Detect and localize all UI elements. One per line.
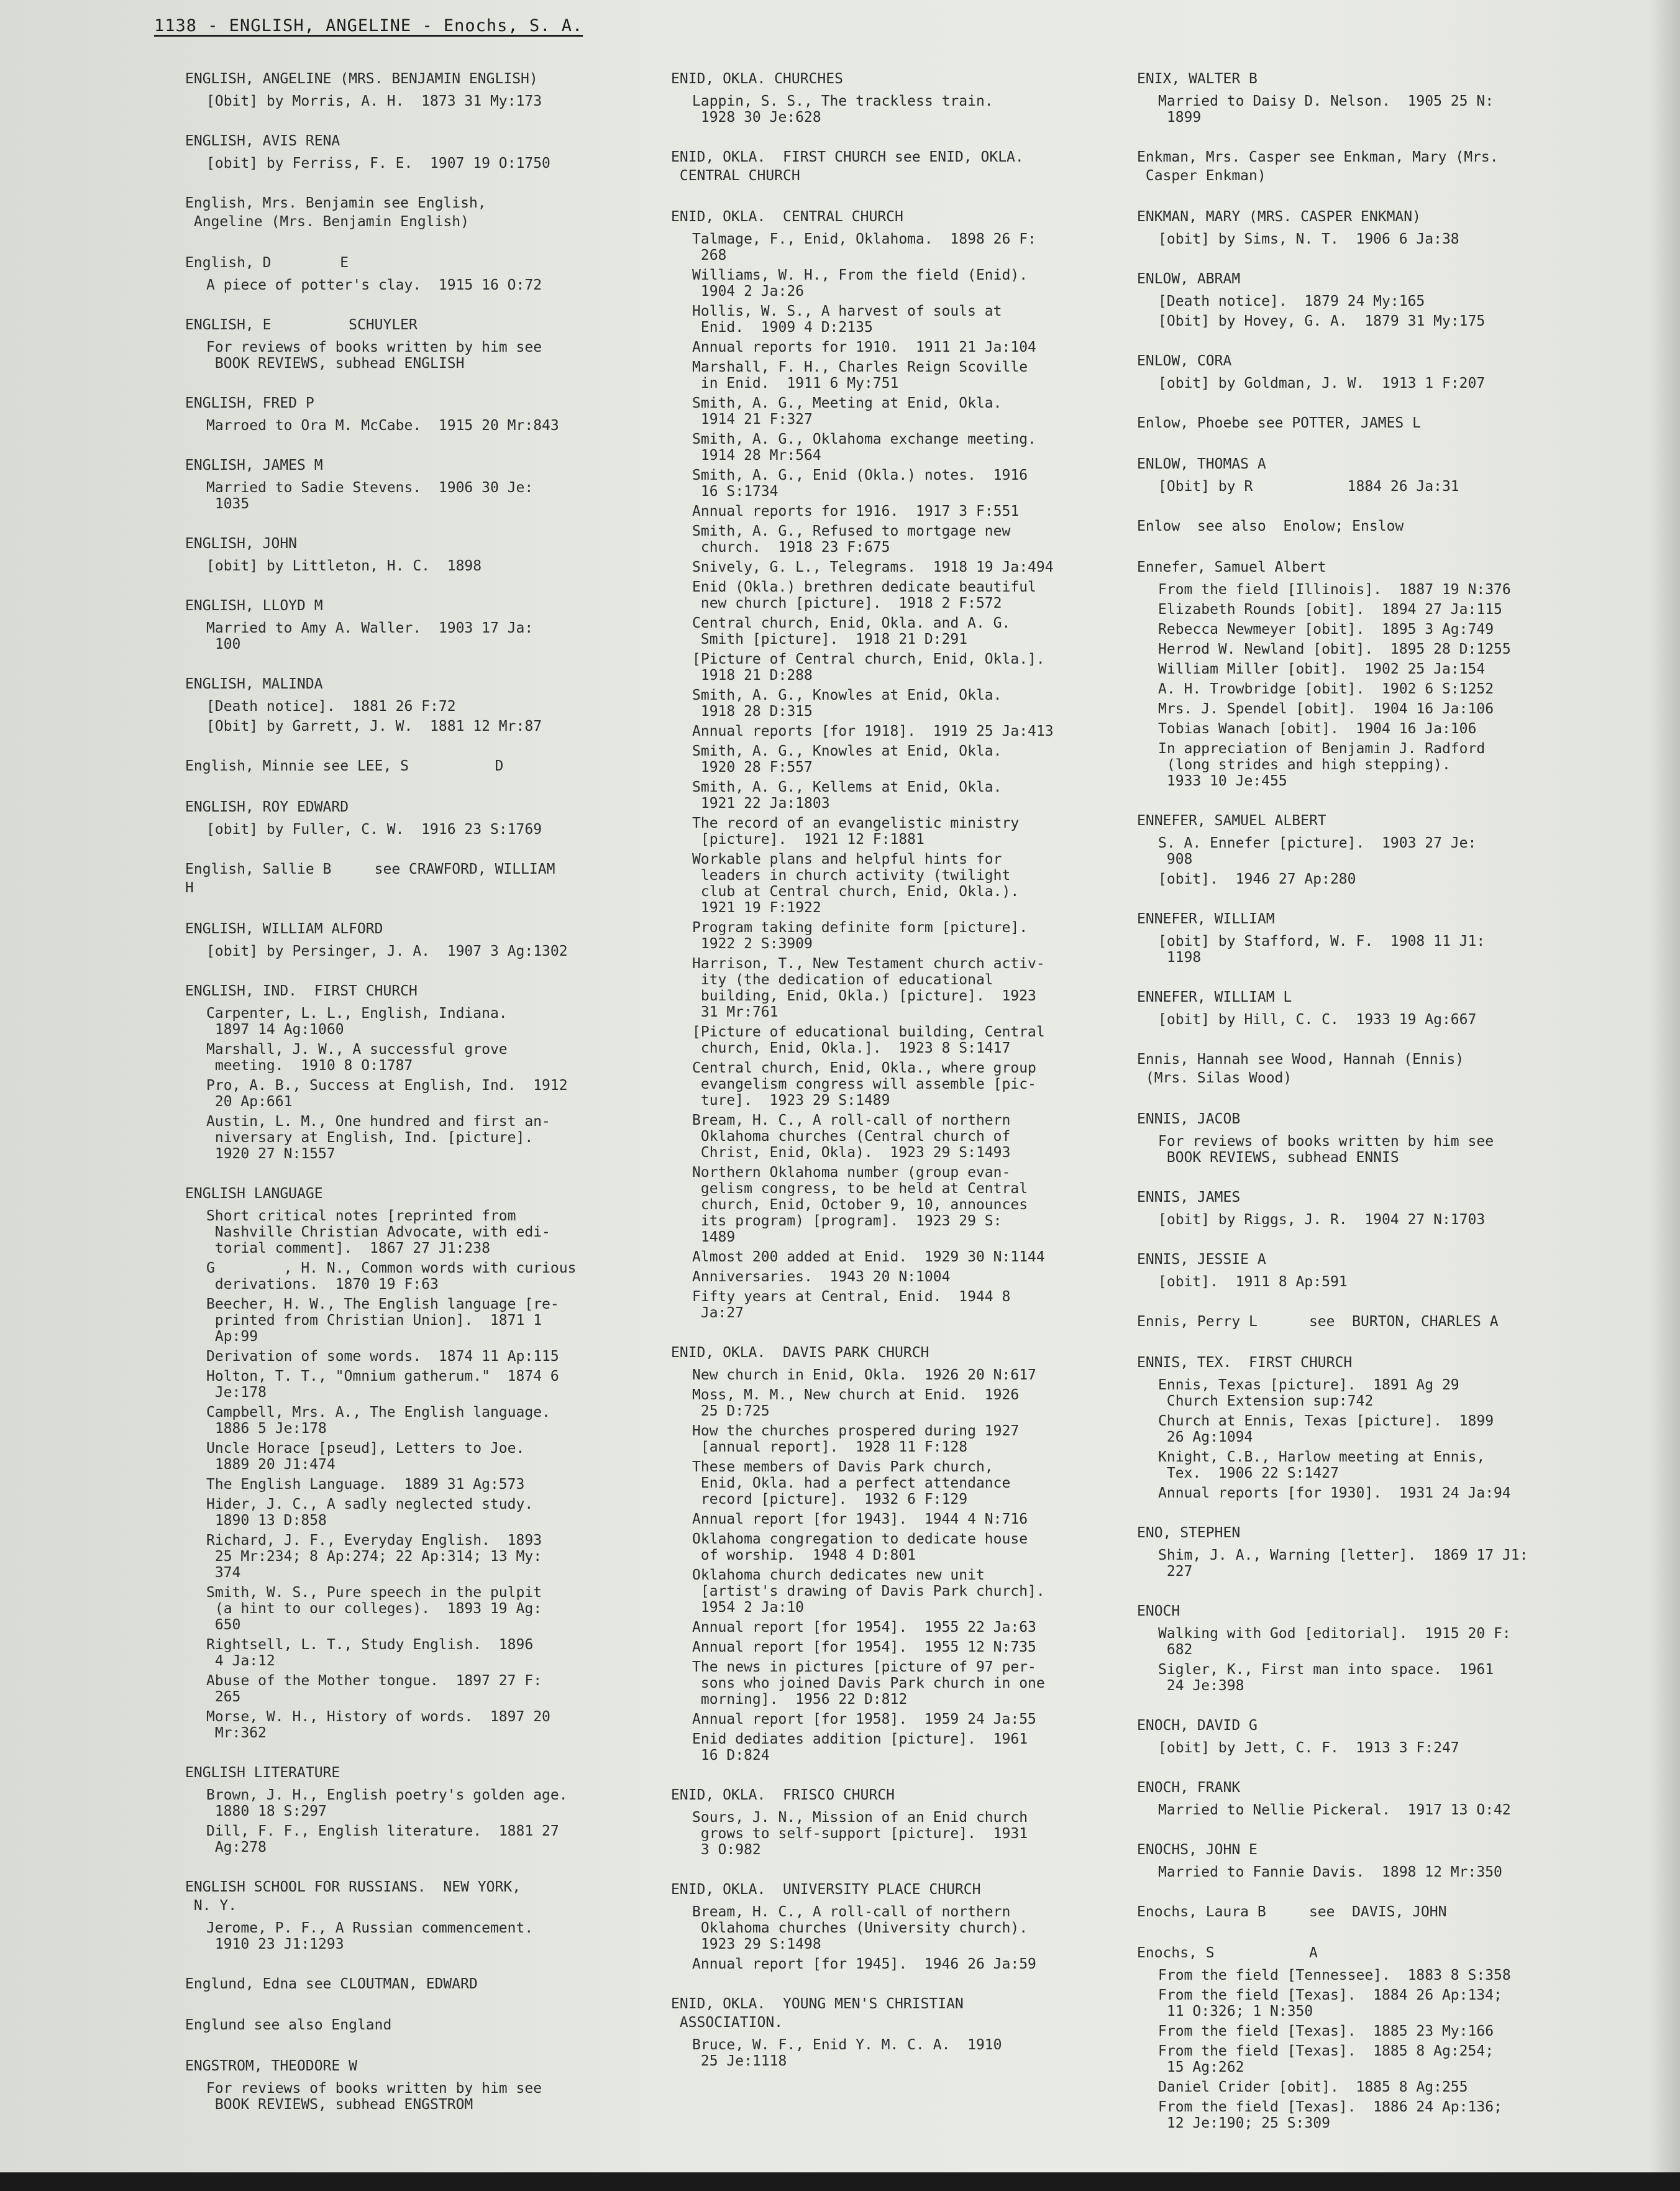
index-entry (185, 316, 657, 372)
entry-heading: ENGLISH, JAMES M (185, 457, 323, 473)
entry-heading: ENOCH, DAVID G (1137, 1718, 1258, 1734)
citation-line: Annual report [for 1945]. 1946 26 Ja:59 (692, 1956, 1036, 1972)
citation-line: A. H. Trowbridge [obit]. 1902 6 S:1252 (1158, 681, 1494, 697)
entry-heading: ENNEFER, WILLIAM L (1137, 989, 1292, 1005)
citation-line: New church in Enid, Okla. 1926 20 N:617 (692, 1367, 1036, 1383)
index-entry (185, 1763, 657, 1855)
entry-heading: ENOCH, FRANK (1137, 1780, 1241, 1796)
citation-line: Anniversaries. 1943 20 N:1004 (692, 1269, 951, 1285)
citation-line: Sigler, K., First man into space. 1961 24 Je:398 (1158, 1662, 1494, 1694)
entry-heading: English, Mrs. Benjamin see English, Angeline (Mrs. Benjamin English) (185, 195, 486, 230)
citation-line: Abuse of the Mother tongue. 1897 27 F: 265 (206, 1673, 542, 1705)
citation-line: Ennis, Texas [picture]. 1891 Ag 29 Church Extension sup:742 (1158, 1377, 1459, 1409)
citation-line: The English Language. 1889 31 Ag:573 (206, 1476, 525, 1493)
entry-heading: English, D E (185, 255, 349, 271)
citation-line: Holton, T. T., "Omnium gatherum." 1874 6 Je:178 (206, 1368, 559, 1401)
index-entry (185, 597, 657, 652)
entry-heading: Enkman, Mrs. Casper see Enkman, Mary (Mrs. Casper Enkman) (1137, 149, 1499, 184)
entry-heading: ENLOW, CORA (1137, 353, 1232, 369)
index-entry (671, 208, 1143, 1321)
index-entry (185, 1975, 657, 1993)
index-entry (1137, 1312, 1628, 1331)
entry-heading: ENIX, WALTER B (1137, 71, 1258, 87)
index-entry (185, 254, 657, 293)
index-column-2 (671, 70, 1143, 2092)
citation-line: [Obit] by R 1884 26 Ja:31 (1158, 478, 1459, 495)
citation-line: From the field [Texas]. 1884 26 Ap:134; 11 O:326; 1 N:350 (1158, 1987, 1502, 2019)
citation-line: Uncle Horace [pseud], Letters to Joe. 1889 20 J1:474 (206, 1440, 525, 1473)
citation-line: Smith, W. S., Pure speech in the pulpit (a hint to our colleges). 1893 19 Ag: 650 (206, 1585, 542, 1633)
citation-line: Fifty years at Central, Enid. 1944 8 Ja:27 (692, 1289, 1011, 1321)
index-entry (185, 982, 657, 1162)
citation-line: Married to Sadie Stevens. 1906 30 Je: 1035 (206, 480, 534, 512)
citation-line: A piece of potter's clay. 1915 16 O:72 (206, 277, 542, 293)
citation-line: Jerome, P. F., A Russian commencement. 1910 23 J1:1293 (206, 1920, 534, 1952)
citation-line: [obit] by Littleton, H. C. 1898 (206, 558, 482, 574)
citation-line: From the field [Texas]. 1885 23 My:166 (1158, 2023, 1494, 2039)
entry-heading: ENID, OKLA. CENTRAL CHURCH (671, 209, 903, 225)
entry-heading: English, Minnie see LEE, S D (185, 758, 504, 774)
entry-heading: ENNIS, JACOB (1137, 1111, 1241, 1127)
index-entry (185, 920, 657, 959)
citation-line: Herrod W. Newland [obit]. 1895 28 D:1255 (1158, 641, 1511, 657)
index-entry (1137, 148, 1628, 185)
citation-line: [obit] by Goldman, J. W. 1913 1 F:207 (1158, 375, 1486, 391)
citation-line: Smith, A. G., Oklahoma exchange meeting. 1914 28 Mr:564 (692, 431, 1036, 464)
citation-line: For reviews of books written by him see BOOK REVIEWS, subhead ENGSTROM (206, 2080, 542, 2113)
index-entry (1137, 1524, 1628, 1580)
citation-line: Bruce, W. F., Enid Y. M. C. A. 1910 25 Je:1118 (692, 2037, 1002, 2069)
citation-line: Northern Oklahoma number (group evan- gelism congress, to be held at Central church, Enid, October 9, 10, announces its program) [program]. 1923 29 S: 1489 (692, 1164, 1028, 1245)
citation-line: Enid (Okla.) brethren dedicate beautiful new church [picture]. 1918 2 F:572 (692, 579, 1036, 611)
index-entry (185, 798, 657, 838)
index-entry (185, 70, 657, 109)
citation-line: Married to Amy A. Waller. 1903 17 Ja: 100 (206, 620, 534, 652)
citation-line: Austin, L. M., One hundred and first an- niversary at English, Ind. [picture]. 1920 27 N:1557 (206, 1114, 550, 1162)
index-entry (1137, 910, 1628, 966)
citation-line: Smith, A. G., Kellems at Enid, Okla. 1921 22 Ja:1803 (692, 779, 1002, 812)
citation-line: Married to Nellie Pickeral. 1917 13 O:42 (1158, 1802, 1511, 1818)
entry-heading: ENLOW, THOMAS A (1137, 456, 1266, 472)
citation-line: [obit] by Riggs, J. R. 1904 27 N:1703 (1158, 1212, 1486, 1228)
citation-line: How the churches prospered during 1927 [annual report]. 1928 11 F:128 (692, 1423, 1020, 1455)
index-entry (1137, 352, 1628, 391)
entry-heading: ENNIS, TEX. FIRST CHURCH (1137, 1355, 1353, 1371)
entry-heading: ENNIS, JAMES (1137, 1189, 1241, 1205)
citation-line: The news in pictures [picture of 97 per- sons who joined Davis Park church in one morning]. 1956 22 D:812 (692, 1659, 1045, 1708)
entry-heading: Enlow, Phoebe see POTTER, JAMES L (1137, 415, 1421, 431)
citation-line: Rightsell, L. T., Study English. 1896 4 Ja:12 (206, 1637, 534, 1669)
citation-line: Walking with God [editorial]. 1915 20 F: 682 (1158, 1626, 1511, 1658)
index-entry (185, 2057, 657, 2113)
citation-line: Oklahoma congregation to dedicate house of worship. 1948 4 D:801 (692, 1531, 1028, 1563)
entry-heading: ENKMAN, MARY (MRS. CASPER ENKMAN) (1137, 209, 1421, 225)
entry-heading: ENNIS, JESSIE A (1137, 1251, 1266, 1268)
citation-line: [obit]. 1946 27 Ap:280 (1158, 871, 1356, 887)
citation-line: From the field [Texas]. 1885 8 Ag:254; 15 Ag:262 (1158, 2043, 1494, 2075)
citation-line: [Picture of Central church, Enid, Okla.]. 1918 21 D:288 (692, 651, 1045, 684)
entry-heading: ENID, OKLA. FIRST CHURCH see ENID, OKLA. CENTRAL CHURCH (671, 149, 1024, 184)
entry-heading: ENGLISH LITERATURE (185, 1765, 340, 1781)
citation-line: Derivation of some words. 1874 11 Ap:115 (206, 1348, 559, 1365)
citation-line: [Obit] by Hovey, G. A. 1879 31 My:175 (1158, 313, 1486, 329)
citation-line: G , H. N., Common words with curious derivations. 1870 19 F:63 (206, 1260, 577, 1292)
index-entry (1137, 70, 1628, 126)
citation-line: Mrs. J. Spendel [obit]. 1904 16 Ja:106 (1158, 701, 1494, 717)
citation-line: Enid dediates addition [picture]. 1961 16 D:824 (692, 1731, 1028, 1763)
citation-line: [Death notice]. 1879 24 My:165 (1158, 293, 1425, 309)
citation-line: Married to Fannie Davis. 1898 12 Mr:350 (1158, 1864, 1502, 1880)
citation-line: Smith, A. G., Refused to mortgage new church. 1918 23 F:675 (692, 523, 1011, 556)
index-entry (1137, 1778, 1628, 1818)
citation-line: [Obit] by Garrett, J. W. 1881 12 Mr:87 (206, 718, 542, 734)
entry-heading: ENGLISH, FRED P (185, 395, 314, 411)
index-entry (185, 675, 657, 734)
citation-line: Annual reports [for 1930]. 1931 24 Ja:94 (1158, 1485, 1511, 1501)
citation-line: From the field [Tennessee]. 1883 8 S:358 (1158, 1967, 1511, 1983)
citation-line: Marshall, J. W., A successful grove meeting. 1910 8 O:1787 (206, 1041, 508, 1074)
citation-line: [obit] by Jett, C. F. 1913 3 F:247 (1158, 1740, 1459, 1756)
index-entry (1137, 517, 1628, 536)
citation-line: Bream, H. C., A roll-call of northern Oklahoma churches (Central church of Christ, Enid, Okla). 1923 29 S:1493 (692, 1112, 1011, 1161)
citation-line: [obit] by Fuller, C. W. 1916 23 S:1769 (206, 821, 542, 838)
entry-heading: ENNEFER, WILLIAM (1137, 911, 1275, 927)
citation-line: Central church, Enid, Okla., where group evangelism congress will assemble [pic- ture]. 1923 29 S:1489 (692, 1060, 1036, 1109)
citation-line: Workable plans and helpful hints for leaders in church activity (twilight club at Central church, Enid, Okla.). 1921 19 F:1922 (692, 851, 1020, 916)
citation-line: [Picture of educational building, Central church, Enid, Okla.]. 1923 8 S:1417 (692, 1024, 1045, 1056)
index-entry (185, 860, 657, 897)
citation-line: Smith, A. G., Knowles at Enid, Okla. 1918 28 D:315 (692, 687, 1002, 720)
citation-line: From the field [Illinois]. 1887 19 N:376 (1158, 582, 1511, 598)
index-entry (185, 2016, 657, 2034)
citation-line: Short critical notes [reprinted from Nashville Christian Advocate, with edi- torial comment]. 1867 27 J1:238 (206, 1208, 550, 1256)
citation-line: Carpenter, L. L., English, Indiana. 1897 14 Ag:1060 (206, 1005, 508, 1038)
citation-line: Daniel Crider [obit]. 1885 8 Ag:255 (1158, 2079, 1468, 2095)
index-entry (1137, 1841, 1628, 1880)
citation-line: S. A. Ennefer [picture]. 1903 27 Je: 908 (1158, 835, 1477, 867)
entry-heading: ENLOW, ABRAM (1137, 271, 1241, 287)
citation-line: [obit] by Stafford, W. F. 1908 11 J1: 1198 (1158, 933, 1486, 966)
citation-line: Brown, J. H., English poetry's golden age. 1880 18 S:297 (206, 1787, 568, 1819)
citation-line: These members of Davis Park church, Enid, Okla. had a perfect attendance record [picture]. 1932 6 F:129 (692, 1459, 1011, 1507)
citation-line: William Miller [obit]. 1902 25 Ja:154 (1158, 661, 1486, 677)
citation-line: Program taking definite form [picture]. 1922 2 S:3909 (692, 920, 1028, 952)
index-entry (185, 757, 657, 775)
citation-line: Shim, J. A., Warning [letter]. 1869 17 J1: 227 (1158, 1547, 1528, 1580)
entry-heading: Ennis, Hannah see Wood, Hannah (Ennis) (Mrs. Silas Wood) (1137, 1051, 1464, 1086)
entry-heading: English, Sallie B see CRAWFORD, WILLIAM H (185, 861, 555, 896)
entry-heading: Enochs, S A (1137, 1945, 1318, 1961)
citation-line: [obit] by Persinger, J. A. 1907 3 Ag:1302 (206, 943, 568, 959)
citation-line: In appreciation of Benjamin J. Radford (long strides and high stepping). 1933 10 Je:455 (1158, 741, 1486, 789)
citation-line: For reviews of books written by him see BOOK REVIEWS, subhead ENGLISH (206, 339, 542, 372)
citation-line: Annual report [for 1958]. 1959 24 Ja:55 (692, 1711, 1036, 1727)
entry-heading: ENGLISH, ANGELINE (MRS. BENJAMIN ENGLISH) (185, 71, 538, 87)
citation-line: Central church, Enid, Okla. and A. G. Smith [picture]. 1918 21 D:291 (692, 615, 1011, 647)
index-entry (1137, 1188, 1628, 1228)
entry-heading: Ennefer, Samuel Albert (1137, 559, 1326, 575)
entry-heading: Englund see also England (185, 2017, 392, 2033)
citation-line: Annual reports [for 1918]. 1919 25 Ja:413 (692, 723, 1054, 739)
index-entry (1137, 1944, 1628, 2131)
citation-line: [obit] by Hill, C. C. 1933 19 Ag:667 (1158, 1012, 1477, 1028)
citation-line: Annual report [for 1943]. 1944 4 N:716 (692, 1511, 1028, 1527)
index-entry (1137, 1602, 1628, 1694)
entry-heading: ENO, STEPHEN (1137, 1525, 1241, 1541)
entry-heading: ENGLISH, MALINDA (185, 676, 323, 692)
index-entry (185, 394, 657, 434)
entry-heading: ENGLISH LANGUAGE (185, 1186, 323, 1202)
entry-heading: ENGLISH, ROY EDWARD (185, 799, 349, 815)
citation-line: Smith, A. G., Knowles at Enid, Okla. 1920 28 F:557 (692, 743, 1002, 775)
citation-line: [Death notice]. 1881 26 F:72 (206, 698, 456, 715)
index-entry (671, 148, 1143, 185)
index-entry (671, 1786, 1143, 1858)
index-entry (185, 1184, 657, 1741)
index-entry (1137, 1050, 1628, 1087)
entry-heading: ENID, OKLA. YOUNG MEN'S CHRISTIAN ASSOCIATION. (671, 1996, 964, 2031)
entry-heading: ENGLISH, JOHN (185, 536, 298, 552)
entry-heading: ENGLISH SCHOOL FOR RUSSIANS. NEW YORK, N. Y. (185, 1879, 521, 1914)
entry-heading: ENGLISH, E SCHUYLER (185, 317, 418, 333)
citation-line: The record of an evangelistic ministry [picture]. 1921 12 F:1881 (692, 815, 1020, 848)
index-entry (671, 1995, 1143, 2069)
index-entry (1137, 208, 1628, 247)
citation-line: Pro, A. B., Success at English, Ind. 1912 20 Ap:661 (206, 1077, 568, 1110)
entry-heading: Enlow see also Enolow; Enslow (1137, 518, 1404, 534)
scan-bottom-border (0, 2172, 1680, 2191)
page-edge-shadow (1650, 0, 1680, 2191)
citation-line: Annual report [for 1954]. 1955 22 Ja:63 (692, 1619, 1036, 1635)
index-column-1 (185, 70, 657, 2135)
citation-line: Talmage, F., Enid, Oklahoma. 1898 26 F: 268 (692, 231, 1036, 263)
citation-line: [obit]. 1911 8 Ap:591 (1158, 1274, 1348, 1290)
index-entry (185, 534, 657, 574)
citation-line: Knight, C.B., Harlow meeting at Ennis, Tex. 1906 22 S:1427 (1158, 1449, 1486, 1481)
index-entry (1137, 270, 1628, 329)
citation-line: Dill, F. F., English literature. 1881 27 Ag:278 (206, 1823, 559, 1855)
citation-line: Annual reports for 1916. 1917 3 F:551 (692, 503, 1020, 519)
citation-line: For reviews of books written by him see BOOK REVIEWS, subhead ENNIS (1158, 1133, 1494, 1166)
index-entry (185, 1878, 657, 1952)
citation-line: [obit] by Ferriss, F. E. 1907 19 O:1750 (206, 155, 550, 172)
citation-line: [Obit] by Morris, A. H. 1873 31 My:173 (206, 93, 542, 109)
index-entry (1137, 1110, 1628, 1166)
citation-line: Smith, A. G., Enid (Okla.) notes. 1916 16 S:1734 (692, 467, 1028, 500)
citation-line: Sours, J. N., Mission of an Enid church grows to self-support [picture]. 1931 3 O:982 (692, 1809, 1028, 1858)
index-entry (1137, 414, 1628, 432)
citation-line: Bream, H. C., A roll-call of northern Oklahoma churches (University church). 1923 29 S:1498 (692, 1904, 1028, 1952)
entry-heading: ENID, OKLA. DAVIS PARK CHURCH (671, 1345, 929, 1361)
citation-line: [obit] by Sims, N. T. 1906 6 Ja:38 (1158, 231, 1459, 247)
index-entry (1137, 1353, 1628, 1501)
citation-line: Beecher, H. W., The English language [re- printed from Christian Union]. 1871 1 Ap:99 (206, 1296, 559, 1345)
citation-line: Moss, M. M., New church at Enid. 1926 25 D:725 (692, 1387, 1020, 1419)
entry-heading: ENGLISH, LLOYD M (185, 598, 323, 614)
entry-heading: ENGLISH, IND. FIRST CHURCH (185, 983, 418, 999)
citation-line: Tobias Wanach [obit]. 1904 16 Ja:106 (1158, 721, 1477, 737)
citation-line: Marroed to Ora M. McCabe. 1915 20 Mr:843 (206, 418, 559, 434)
citation-line: Lappin, S. S., The trackless train. 1928 30 Je:628 (692, 93, 993, 126)
index-entry (185, 132, 657, 172)
entry-heading: ENOCH (1137, 1603, 1180, 1619)
index-entry (1137, 455, 1628, 495)
index-entry (1137, 988, 1628, 1028)
index-entry (1137, 1250, 1628, 1290)
index-entry (1137, 812, 1628, 887)
index-entry (671, 1343, 1143, 1763)
citation-line: Campbell, Mrs. A., The English language. 1886 5 Je:178 (206, 1404, 550, 1437)
citation-line: Annual report [for 1954]. 1955 12 N:735 (692, 1639, 1036, 1655)
citation-line: Harrison, T., New Testament church activ- ity (the dedication of educational building, Enid, Okla.) [picture]. 1923 31 Mr:761 (692, 956, 1045, 1020)
citation-line: Morse, W. H., History of words. 1897 20 Mr:362 (206, 1709, 550, 1741)
entry-heading: ENID, OKLA. CHURCHES (671, 71, 843, 87)
entry-heading: ENGSTROM, THEODORE W (185, 2058, 357, 2074)
citation-line: Hider, J. C., A sadly neglected study. 1890 13 D:858 (206, 1496, 534, 1529)
citation-line: Rebecca Newmeyer [obit]. 1895 3 Ag:749 (1158, 621, 1494, 638)
citation-line: Church at Ennis, Texas [picture]. 1899 26 Ag:1094 (1158, 1413, 1494, 1445)
entry-heading: ENNEFER, SAMUEL ALBERT (1137, 813, 1326, 829)
citation-line: Williams, W. H., From the field (Enid). 1904 2 Ja:26 (692, 267, 1028, 300)
entry-heading: ENOCHS, JOHN E (1137, 1842, 1258, 1858)
citation-line: Oklahoma church dedicates new unit [artist's drawing of Davis Park church]. 1954 2 Ja:10 (692, 1567, 1045, 1616)
citation-line: Smith, A. G., Meeting at Enid, Okla. 1914 21 F:327 (692, 395, 1002, 428)
index-entry (1137, 1716, 1628, 1756)
citation-line: Marshall, F. H., Charles Reign Scoville in Enid. 1911 6 My:751 (692, 359, 1028, 391)
index-entry (185, 194, 657, 231)
citation-line: Annual reports for 1910. 1911 21 Ja:104 (692, 339, 1036, 355)
entry-heading: Ennis, Perry L see BURTON, CHARLES A (1137, 1314, 1499, 1330)
entry-heading: ENID, OKLA. UNIVERSITY PLACE CHURCH (671, 1882, 981, 1898)
page-header: 1138 - ENGLISH, ANGELINE - Enochs, S. A. (154, 16, 583, 35)
citation-line: Richard, J. F., Everyday English. 1893 25 Mr:234; 8 Ap:274; 22 Ap:314; 13 My: 374 (206, 1532, 542, 1581)
citation-line: Hollis, W. S., A harvest of souls at Enid. 1909 4 D:2135 (692, 303, 1002, 336)
entry-heading: Englund, Edna see CLOUTMAN, EDWARD (185, 1976, 478, 1992)
citation-line: Almost 200 added at Enid. 1929 30 N:1144 (692, 1249, 1045, 1265)
citation-line: From the field [Texas]. 1886 24 Ap:136; 12 Je:190; 25 S:309 (1158, 2099, 1502, 2131)
citation-line: Elizabeth Rounds [obit]. 1894 27 Ja:115 (1158, 601, 1502, 618)
index-column-3 (1137, 70, 1628, 2154)
index-entry (1137, 558, 1628, 789)
entry-heading: ENGLISH, WILLIAM ALFORD (185, 921, 383, 937)
entry-heading: ENID, OKLA. FRISCO CHURCH (671, 1787, 895, 1803)
index-entry (671, 1880, 1143, 1972)
index-entry (671, 70, 1143, 126)
entry-heading: Enochs, Laura B see DAVIS, JOHN (1137, 1904, 1447, 1920)
entry-heading: ENGLISH, AVIS RENA (185, 133, 340, 149)
index-entry (1137, 1903, 1628, 1921)
index-entry (185, 456, 657, 512)
citation-line: Snively, G. L., Telegrams. 1918 19 Ja:494 (692, 559, 1054, 575)
citation-line: Married to Daisy D. Nelson. 1905 25 N: 1899 (1158, 93, 1494, 126)
